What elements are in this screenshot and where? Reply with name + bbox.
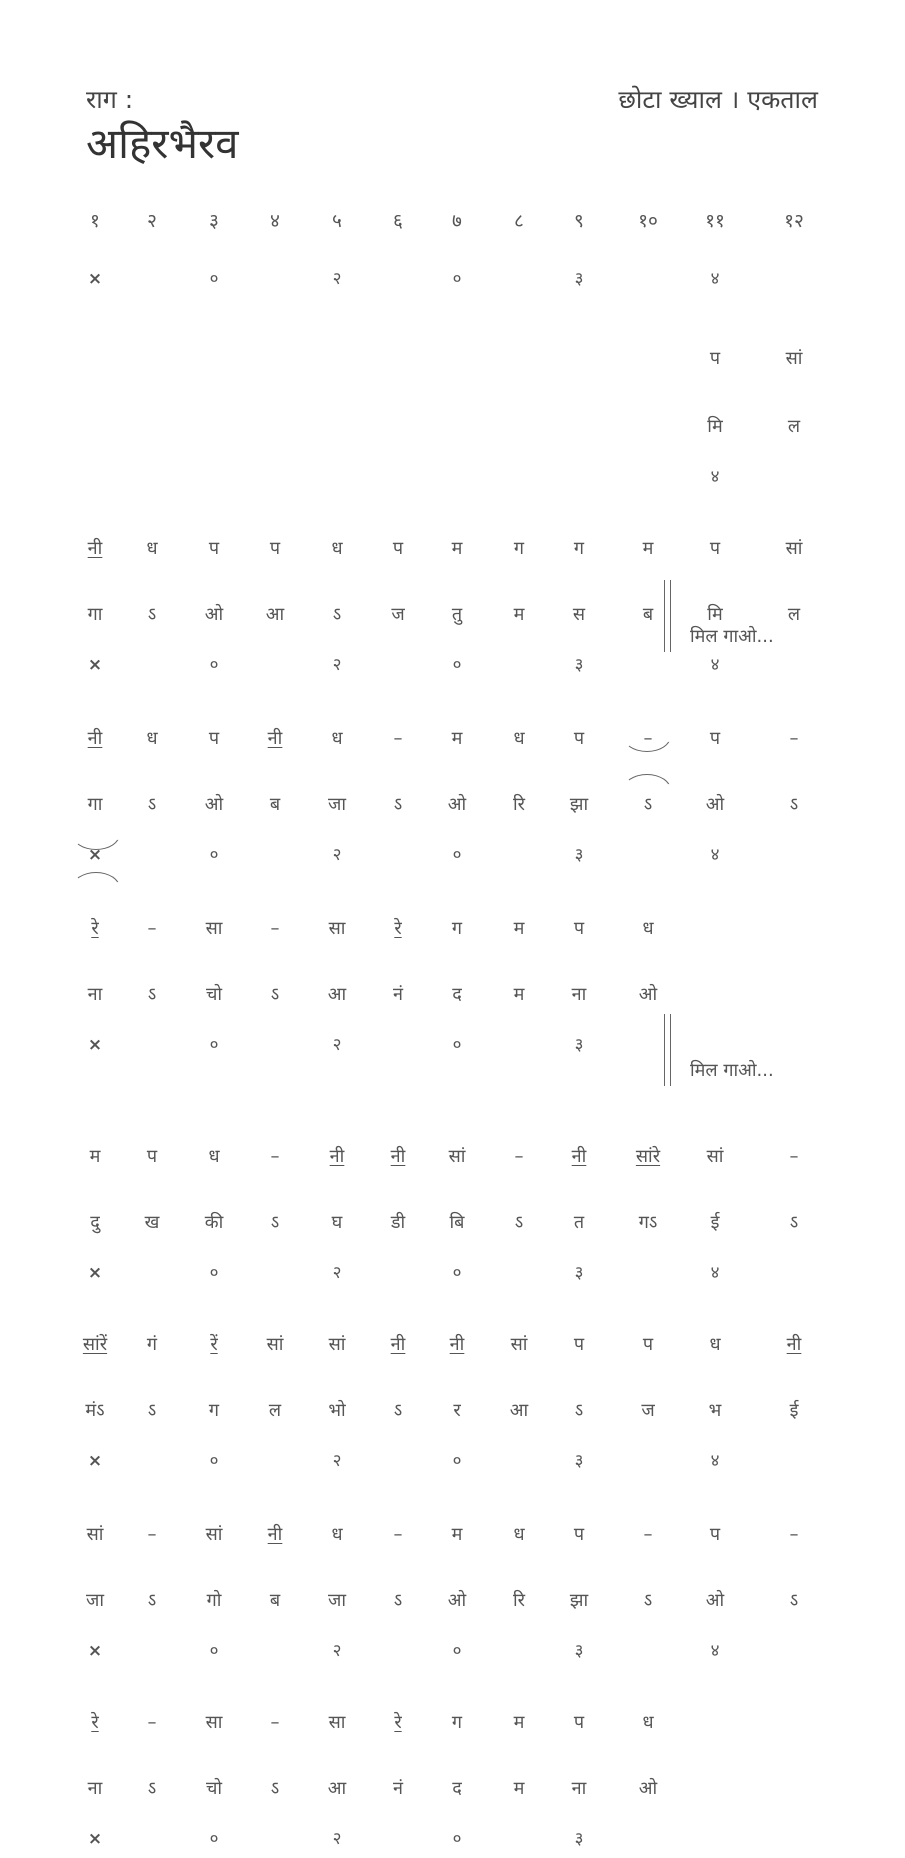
lyric-syllable: भो <box>328 1400 346 1421</box>
lyric-syllable: ल <box>787 604 801 625</box>
lyric-syllable: आ <box>509 1400 529 1421</box>
lyric-syllable: ऽ <box>574 1400 584 1421</box>
swar-note: ध <box>513 728 525 749</box>
swar-note: सा <box>328 1712 346 1733</box>
swar-note: सां <box>510 1334 528 1355</box>
swar-note: प <box>208 728 220 749</box>
beat-mark: ० <box>209 1263 219 1283</box>
swar-note: ध <box>513 1524 525 1545</box>
beat-mark: २ <box>332 1829 342 1849</box>
lyric-syllable: ऽ <box>270 1778 280 1799</box>
swar-note: – <box>789 728 799 749</box>
swar-note: – <box>393 1524 403 1545</box>
swar-note: ग <box>573 538 585 559</box>
beat-mark: ० <box>209 655 219 675</box>
beat-mark: ० <box>209 1829 219 1849</box>
sthayi-swar-row <box>62 728 842 758</box>
swar-note: – <box>270 1146 280 1167</box>
lyric-syllable: गा <box>87 604 103 625</box>
lyric-syllable: ज <box>391 604 405 625</box>
lyric-syllable: ऽ <box>147 1590 157 1611</box>
lyric-syllable: ना <box>571 984 587 1005</box>
beat-mark: ० <box>452 1829 462 1849</box>
beat-mark: × <box>87 845 103 865</box>
beat-mark: ० <box>209 269 219 289</box>
beat-mark: ० <box>452 845 462 865</box>
beat-mark: ४ <box>710 1641 720 1661</box>
antara-swar-row <box>62 1712 842 1742</box>
beat-number: १२ <box>784 210 804 232</box>
beat-number: ४ <box>270 210 280 232</box>
sthayi-lyric-row <box>62 794 842 824</box>
beat-mark: ३ <box>574 845 584 865</box>
sthayi-swar-row <box>62 918 842 948</box>
swar-note: रे <box>394 918 402 939</box>
beat-mark: ४ <box>710 1451 720 1471</box>
intro-swar-row <box>62 348 842 378</box>
swar-note: नी <box>87 538 103 559</box>
swar-note: ध <box>709 1334 721 1355</box>
swar-note: ध <box>331 728 343 749</box>
beat-mark: २ <box>332 1641 342 1661</box>
lyric-syllable: ओ <box>447 794 467 815</box>
lyric-syllable: ऽ <box>147 984 157 1005</box>
lyric-syllable: ओ <box>638 1778 658 1799</box>
swar-note: म <box>451 1524 463 1545</box>
lyric-syllable: ब <box>269 1590 281 1611</box>
beat-mark: ३ <box>574 1263 584 1283</box>
swar-note: प <box>573 728 585 749</box>
swar-note: नी <box>267 728 283 749</box>
lyric-syllable: ऽ <box>514 1212 524 1233</box>
lyric-syllable: ऽ <box>789 1212 799 1233</box>
lyric-syllable: की <box>204 1212 224 1233</box>
swar-note: रे <box>91 1712 99 1733</box>
lyric-syllable: ऽ <box>147 1778 157 1799</box>
beat-mark: ० <box>209 1451 219 1471</box>
swar-note: ध <box>331 1524 343 1545</box>
swar-note: – <box>147 918 157 939</box>
swar-note: – <box>643 728 653 749</box>
swar-note: ध <box>146 728 158 749</box>
lyric-syllable: ऽ <box>393 1590 403 1611</box>
sthayi-mark-row <box>62 654 842 684</box>
meend-arc <box>623 774 671 790</box>
lyric-syllable: रि <box>512 1590 526 1611</box>
swar-note: ध <box>208 1146 220 1167</box>
antara-lyric-row <box>62 1212 842 1242</box>
swar-note: सां <box>86 1524 104 1545</box>
swar-note: प <box>573 1712 585 1733</box>
lyric-syllable: आ <box>327 1778 347 1799</box>
swar-note: सांरे <box>635 1146 661 1167</box>
beat-mark: × <box>87 1451 103 1471</box>
swar-note: म <box>642 538 654 559</box>
beat-mark: २ <box>332 269 342 289</box>
beat-mark: × <box>87 1829 103 1849</box>
lyric-syllable: ओ <box>204 794 224 815</box>
lyric-syllable: ऽ <box>789 794 799 815</box>
lyric-syllable: चो <box>205 984 223 1005</box>
lyric-syllable: ई <box>710 1212 720 1233</box>
lyric-syllable: चो <box>205 1778 223 1799</box>
beat-mark: ३ <box>574 1641 584 1661</box>
swar-note: ध <box>642 918 654 939</box>
beat-mark: ४ <box>710 655 720 675</box>
swar-note: – <box>147 1712 157 1733</box>
lyric-syllable: रि <box>512 794 526 815</box>
lyric-syllable: ऽ <box>643 794 653 815</box>
lyric-syllable: तु <box>451 604 463 625</box>
lyric-syllable: दु <box>90 1212 100 1233</box>
lyric-syllable: ई <box>789 1400 799 1421</box>
beat-mark: × <box>87 1641 103 1661</box>
lyric-syllable: द <box>452 1778 462 1799</box>
beat-number: १ <box>90 210 100 232</box>
swar-note: नी <box>267 1524 283 1545</box>
lyric-syllable: स <box>572 604 586 625</box>
swar-note: ध <box>331 538 343 559</box>
antara-mark-row <box>62 1640 842 1670</box>
swar-note: ग <box>451 1712 463 1733</box>
swar-note: प <box>709 728 721 749</box>
lyric-syllable: ओ <box>447 1590 467 1611</box>
lyric-syllable: ओ <box>638 984 658 1005</box>
lyric-syllable: ब <box>642 604 654 625</box>
swar-note: सांरें <box>82 1334 108 1355</box>
lyric-syllable: घ <box>331 1212 343 1233</box>
lyric-syllable: ना <box>571 1778 587 1799</box>
swar-note: ग <box>451 918 463 939</box>
beat-mark: ३ <box>574 269 584 289</box>
beat-mark: २ <box>332 655 342 675</box>
intro-lyric-row <box>62 416 842 446</box>
lyric-syllable: जा <box>85 1590 105 1611</box>
beat-number: १० <box>638 210 658 232</box>
beat-mark: ४ <box>710 845 720 865</box>
double-bar-line <box>664 580 671 616</box>
beat-number-row <box>62 210 842 240</box>
beat-number: ५ <box>332 210 342 232</box>
lyric-syllable: ना <box>87 1778 103 1799</box>
swar-note: प <box>208 538 220 559</box>
swar-note: म <box>451 728 463 749</box>
sthayi-lyric-row <box>62 984 842 1014</box>
taal-label: छोटा ख्याल । एकताल <box>618 85 818 114</box>
lyric-syllable: ग <box>208 1400 220 1421</box>
beat-mark: ० <box>209 1035 219 1055</box>
swar-note: प <box>573 1524 585 1545</box>
antara-swar-row <box>62 1146 842 1176</box>
lyric-syllable: म <box>513 984 525 1005</box>
beat-number: ९ <box>574 210 584 232</box>
lyric-syllable: आ <box>265 604 285 625</box>
beat-mark: ४ <box>710 467 720 487</box>
lyric-syllable: झा <box>569 794 589 815</box>
swar-note: नी <box>390 1146 406 1167</box>
beat-mark: ० <box>452 1641 462 1661</box>
swar-note: – <box>789 1524 799 1545</box>
antara-mark-row <box>62 1450 842 1480</box>
antara-lyric-row <box>62 1400 842 1430</box>
lyric-syllable: ऽ <box>270 1212 280 1233</box>
lyric-syllable: मि <box>707 416 723 437</box>
swar-note: प <box>573 918 585 939</box>
swar-note: ग <box>513 538 525 559</box>
swar-note: रें <box>210 1334 218 1355</box>
swar-note: प <box>573 1334 585 1355</box>
swar-note: प <box>146 1146 158 1167</box>
swar-note: गं <box>146 1334 158 1355</box>
beat-mark: ४ <box>710 1263 720 1283</box>
beat-mark: ० <box>452 1451 462 1471</box>
swar-note: – <box>270 1712 280 1733</box>
raga-label: राग : <box>86 85 134 114</box>
lyric-syllable: झा <box>569 1590 589 1611</box>
beat-number: २ <box>147 210 157 232</box>
swar-note: प <box>709 1524 721 1545</box>
beat-number: ७ <box>452 210 462 232</box>
swar-note: – <box>393 728 403 749</box>
refrain-text: मिल गाओ... <box>690 1060 774 1081</box>
lyric-syllable: भ <box>708 1400 722 1421</box>
lyric-syllable: ल <box>268 1400 282 1421</box>
lyric-syllable: ऽ <box>147 604 157 625</box>
lyric-syllable: ऽ <box>643 1590 653 1611</box>
lyric-syllable: र <box>453 1400 461 1421</box>
swar-note: – <box>514 1146 524 1167</box>
swar-note: प <box>642 1334 654 1355</box>
intro-mark-row <box>62 466 842 496</box>
beat-mark: ० <box>209 1641 219 1661</box>
lyric-syllable: ल <box>787 416 801 437</box>
beat-mark: ० <box>452 655 462 675</box>
swar-note: रे <box>394 1712 402 1733</box>
beat-mark: ३ <box>574 655 584 675</box>
swar-note: प <box>709 538 721 559</box>
lyric-syllable: ऽ <box>789 1590 799 1611</box>
beat-number: ११ <box>705 210 725 232</box>
beat-mark: ३ <box>574 1829 584 1849</box>
swar-note: ध <box>146 538 158 559</box>
antara-mark-row <box>62 1262 842 1292</box>
beat-mark: २ <box>332 1035 342 1055</box>
beat-mark: ४ <box>710 269 720 289</box>
refrain-text: मिल गाओ... <box>690 626 774 647</box>
sthayi-mark-row <box>62 844 842 874</box>
beat-mark: २ <box>332 1263 342 1283</box>
swar-note: – <box>643 1524 653 1545</box>
lyric-syllable: नं <box>393 984 403 1005</box>
swar-note: म <box>451 538 463 559</box>
swar-note: प <box>392 538 404 559</box>
lyric-syllable: मि <box>707 604 723 625</box>
lyric-syllable: ओ <box>705 1590 725 1611</box>
swar-note: म <box>513 918 525 939</box>
beat-number: ८ <box>514 210 524 232</box>
lyric-syllable: जा <box>327 1590 347 1611</box>
swar-note: सा <box>205 918 223 939</box>
beat-mark: ३ <box>574 1035 584 1055</box>
swar-note: सा <box>205 1712 223 1733</box>
swar-note: नी <box>786 1334 802 1355</box>
swar-note: नी <box>329 1146 345 1167</box>
swar-note: सा <box>328 918 346 939</box>
beat-mark-row <box>62 268 842 298</box>
swar-note: रे <box>91 918 99 939</box>
swar-note: सां <box>706 1146 724 1167</box>
antara-swar-row <box>62 1334 842 1364</box>
lyric-syllable: ऽ <box>147 794 157 815</box>
lyric-syllable: ओ <box>204 604 224 625</box>
beat-mark: × <box>87 1035 103 1055</box>
double-bar-line <box>664 1050 671 1086</box>
lyric-syllable: ऽ <box>270 984 280 1005</box>
lyric-syllable: ब <box>269 794 281 815</box>
sthayi-swar-row <box>62 538 842 568</box>
antara-lyric-row <box>62 1590 842 1620</box>
beat-mark: × <box>87 269 103 289</box>
lyric-syllable: ऽ <box>393 1400 403 1421</box>
lyric-syllable: ना <box>87 984 103 1005</box>
swar-note: सां <box>448 1146 466 1167</box>
swar-note: नी <box>390 1334 406 1355</box>
beat-mark: × <box>87 655 103 675</box>
beat-mark: ० <box>452 1035 462 1055</box>
swar-note: प <box>269 538 281 559</box>
beat-mark: ० <box>209 845 219 865</box>
beat-number: ३ <box>209 210 219 232</box>
lyric-syllable: ऽ <box>332 604 342 625</box>
beat-mark: ० <box>452 1263 462 1283</box>
swar-note: नी <box>571 1146 587 1167</box>
lyric-syllable: त <box>573 1212 585 1233</box>
lyric-syllable: ओ <box>705 794 725 815</box>
lyric-syllable: द <box>452 984 462 1005</box>
swar-note: सां <box>785 538 803 559</box>
swar-note: सां <box>785 348 803 369</box>
raga-name: अहिरभैरव <box>86 119 239 168</box>
double-bar-line <box>664 1014 671 1050</box>
beat-mark: २ <box>332 1451 342 1471</box>
lyric-syllable: म <box>513 1778 525 1799</box>
lyric-syllable: म <box>513 604 525 625</box>
lyric-syllable: ख <box>144 1212 160 1233</box>
lyric-syllable: ज <box>641 1400 655 1421</box>
meend-arc <box>72 872 120 888</box>
swar-note: नी <box>449 1334 465 1355</box>
lyric-syllable: जा <box>327 794 347 815</box>
swar-note: – <box>147 1524 157 1545</box>
swar-note: – <box>789 1146 799 1167</box>
swar-note: नी <box>87 728 103 749</box>
lyric-syllable: बि <box>449 1212 465 1233</box>
antara-lyric-row <box>62 1778 842 1808</box>
swar-note: ध <box>642 1712 654 1733</box>
beat-mark: ० <box>452 269 462 289</box>
lyric-syllable: गा <box>87 794 103 815</box>
antara-swar-row <box>62 1524 842 1554</box>
swar-note: सां <box>205 1524 223 1545</box>
swar-note: – <box>270 918 280 939</box>
lyric-syllable: नं <box>393 1778 403 1799</box>
lyric-syllable: मंऽ <box>85 1400 105 1421</box>
lyric-syllable: ऽ <box>147 1400 157 1421</box>
swar-note: म <box>89 1146 101 1167</box>
lyric-syllable: ऽ <box>393 794 403 815</box>
beat-number: ६ <box>393 210 403 232</box>
antara-mark-row <box>62 1828 842 1858</box>
lyric-syllable: डी <box>390 1212 406 1233</box>
swar-note: प <box>709 348 721 369</box>
lyric-syllable: गो <box>206 1590 222 1611</box>
double-bar-line <box>664 616 671 652</box>
beat-mark: ३ <box>574 1451 584 1471</box>
swar-note: सां <box>266 1334 284 1355</box>
swar-note: सां <box>328 1334 346 1355</box>
beat-mark: २ <box>332 845 342 865</box>
beat-mark: × <box>87 1263 103 1283</box>
lyric-syllable: गऽ <box>638 1212 658 1233</box>
swar-note: म <box>513 1712 525 1733</box>
lyric-syllable: आ <box>327 984 347 1005</box>
